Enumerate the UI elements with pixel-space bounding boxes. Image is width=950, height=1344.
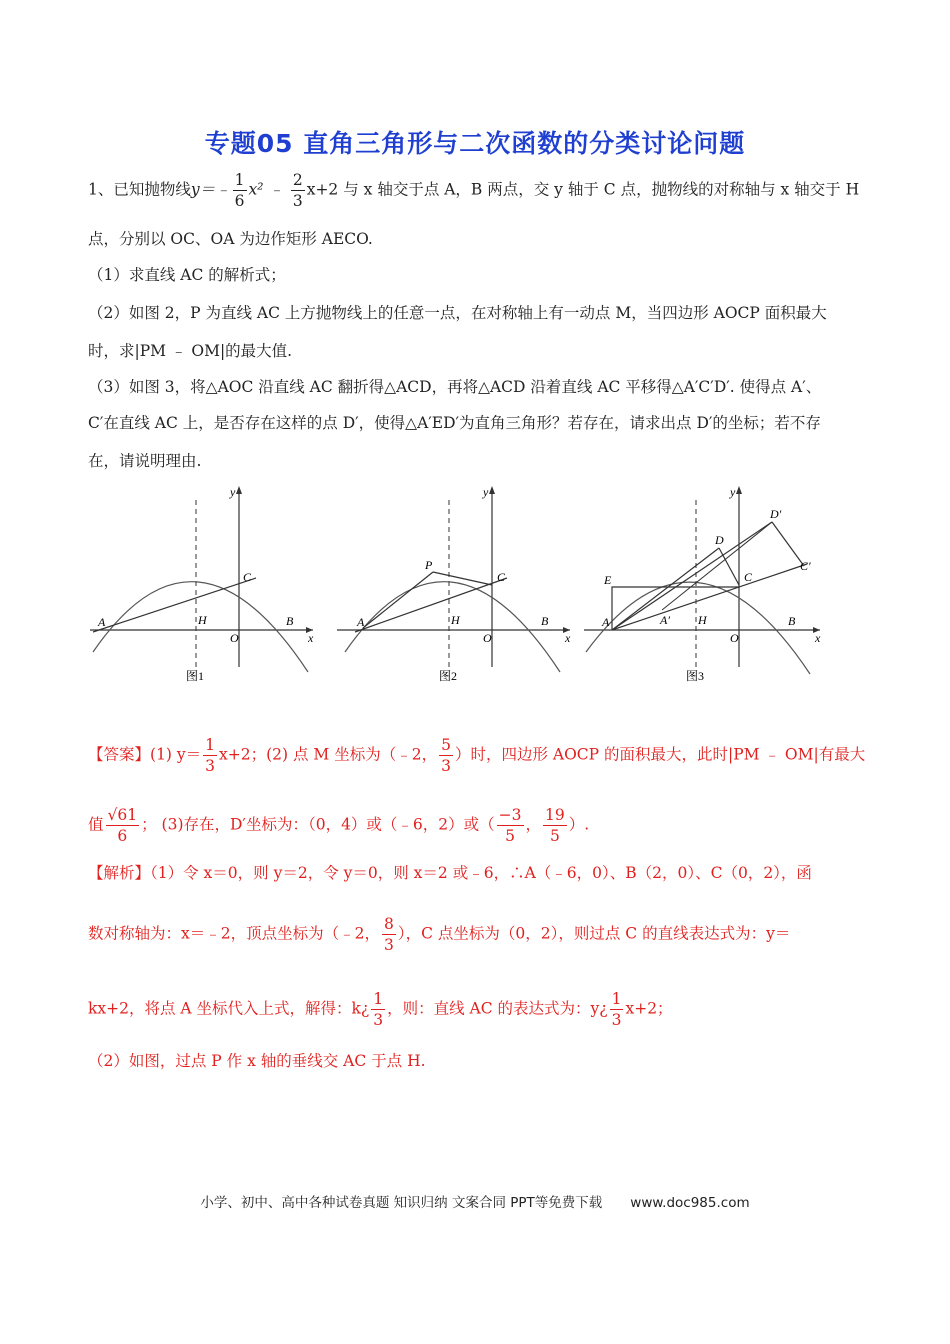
footer-url: www.doc985.com	[630, 1195, 750, 1211]
fraction: $\frac{1}{3}$	[205, 736, 216, 775]
question-text: 1、已知抛物线	[88, 180, 191, 199]
fraction: $\frac{19}{5}$	[545, 806, 565, 845]
question-line-2: 点，分别以 OC、OA 为边作矩形 AECO.	[88, 230, 373, 248]
analysis-line-3	[88, 989, 868, 1030]
point-H-label: H	[198, 613, 207, 627]
origin-label: O	[730, 631, 739, 645]
point-D-label: D	[715, 533, 724, 547]
y-axis-label: y	[730, 485, 736, 499]
equation-part: x² ﹣	[248, 180, 289, 199]
fraction: $\frac{1}{3}$	[611, 990, 622, 1029]
fraction: $\frac{8}{3}$	[383, 915, 394, 954]
x-axis-label: x	[308, 631, 314, 645]
answer-line-2	[88, 805, 868, 846]
analysis-text: ），C 点坐标为（0，2），则过点 C 的直线表达式为：y＝	[397, 924, 791, 943]
x-axis-label: x	[565, 631, 571, 645]
answer-line-1	[88, 735, 868, 776]
point-C-label: C	[497, 570, 506, 584]
figure-1	[88, 482, 328, 692]
point-C-label: C	[243, 570, 252, 584]
fraction: $\frac{1}{6}$	[234, 171, 245, 210]
answer-text: ； (3)存在，D′坐标为：（0，4）或（﹣6，2）或（	[141, 815, 495, 834]
origin-label: O	[483, 631, 492, 645]
question-line-1	[88, 170, 868, 211]
point-E-label: E	[604, 573, 612, 587]
analysis-line-2	[88, 914, 868, 955]
point-B-label: B	[788, 614, 796, 628]
point-D-prime-label: D′	[770, 507, 782, 521]
answer-text: x+2；(2) 点 M 坐标为（﹣2，	[219, 745, 438, 764]
part-2-line-2: 时，求|PM ﹣ OM|的最大值.	[88, 342, 293, 360]
answer-text: ）.	[568, 815, 590, 834]
answer-text: ，	[525, 815, 542, 834]
point-A-label: A	[602, 615, 610, 629]
point-C-prime-label: C′	[800, 559, 811, 573]
part-1: （1）求直线 AC 的解析式；	[88, 266, 286, 284]
point-B-label: B	[541, 614, 549, 628]
analysis-line-4: （2）如图，过点 P 作 x 轴的垂线交 AC 于点 H.	[88, 1052, 426, 1070]
y-axis-label: y	[230, 485, 236, 499]
part-2-line-1: （2）如图 2，P 为直线 AC 上方抛物线上的任意一点，在对称轴上有一动点 M，当四边形 AOCP 面积最大	[88, 304, 827, 322]
point-H-label: H	[698, 613, 707, 627]
analysis-text: kx+2，将点 A 坐标代入上式，解得：k¿	[88, 999, 370, 1018]
figure-2	[335, 482, 575, 692]
point-H-label: H	[451, 613, 460, 627]
point-B-label: B	[286, 614, 294, 628]
fraction: $\frac{2}{3}$	[292, 171, 303, 210]
part-3-line-2: C′在直线 AC 上，是否存在这样的点 D′，使得△A′ED′为直角三角形？若存在，请求出点 D′的坐标；若不存	[88, 414, 821, 432]
fraction: $\frac{1}{3}$	[373, 990, 384, 1029]
analysis-text: （1）令 x＝0，则 y＝2，令 y＝0，则 x＝2 或﹣6，∴A（﹣6，0）、B（2，0）、C（0，2），函	[150, 864, 812, 882]
point-A-label: A	[357, 615, 365, 629]
fraction: $\frac{-3}{5}$	[498, 806, 522, 845]
y-axis-label: y	[483, 485, 489, 499]
x-axis-label: x	[815, 631, 821, 645]
figure-caption: 图1	[186, 669, 205, 683]
part-3-line-1: （3）如图 3，将△AOC 沿直线 AC 翻折得△ACD，再将△ACD 沿着直线 AC 平移得△A′C′D′. 使得点 A′、	[88, 378, 822, 396]
answer-text: ）时，四边形 AOCP 的面积最大，此时|PM ﹣ OM|有最大	[454, 745, 866, 764]
equation-part: y＝﹣	[190, 180, 231, 199]
fraction: $\frac{5}{3}$	[441, 736, 451, 775]
answer-text: 值	[88, 815, 104, 834]
origin-label: O	[230, 631, 239, 645]
point-A-label: A	[98, 615, 106, 629]
analysis-text: 数对称轴为：x＝﹣2，顶点坐标为（﹣2，	[88, 924, 380, 943]
fraction: $\frac{√61}{6}$	[107, 806, 138, 845]
answer-tag: 【答案】	[88, 745, 151, 764]
footer-text: 小学、初中、高中各种试卷真题 知识归纳 文案合同 PPT等免费下载	[200, 1195, 603, 1211]
figure-3	[582, 482, 827, 692]
point-P-label: P	[425, 558, 433, 572]
figure-caption: 图3	[686, 669, 705, 683]
analysis-line-1	[88, 862, 868, 884]
answer-text: (1) y＝	[150, 745, 202, 764]
part-3-line-3: 在，请说明理由.	[88, 452, 202, 470]
point-C-label: C	[744, 570, 753, 584]
analysis-text: x+2；	[625, 999, 673, 1018]
point-A-prime-label: A′	[660, 613, 670, 627]
figure-caption: 图2	[439, 669, 458, 683]
question-text: x+2 与 x 轴交于点 A，B 两点，交 y 轴于 C 点，抛物线的对称轴与 x 轴交于 H	[306, 180, 860, 199]
page-title: 专题05 直角三角形与二次函数的分类讨论问题	[204, 129, 746, 158]
analysis-tag: 【解析】	[88, 864, 151, 882]
analysis-text: ，则：直线 AC 的表达式为：y¿	[387, 999, 608, 1018]
page-footer	[0, 1191, 950, 1211]
